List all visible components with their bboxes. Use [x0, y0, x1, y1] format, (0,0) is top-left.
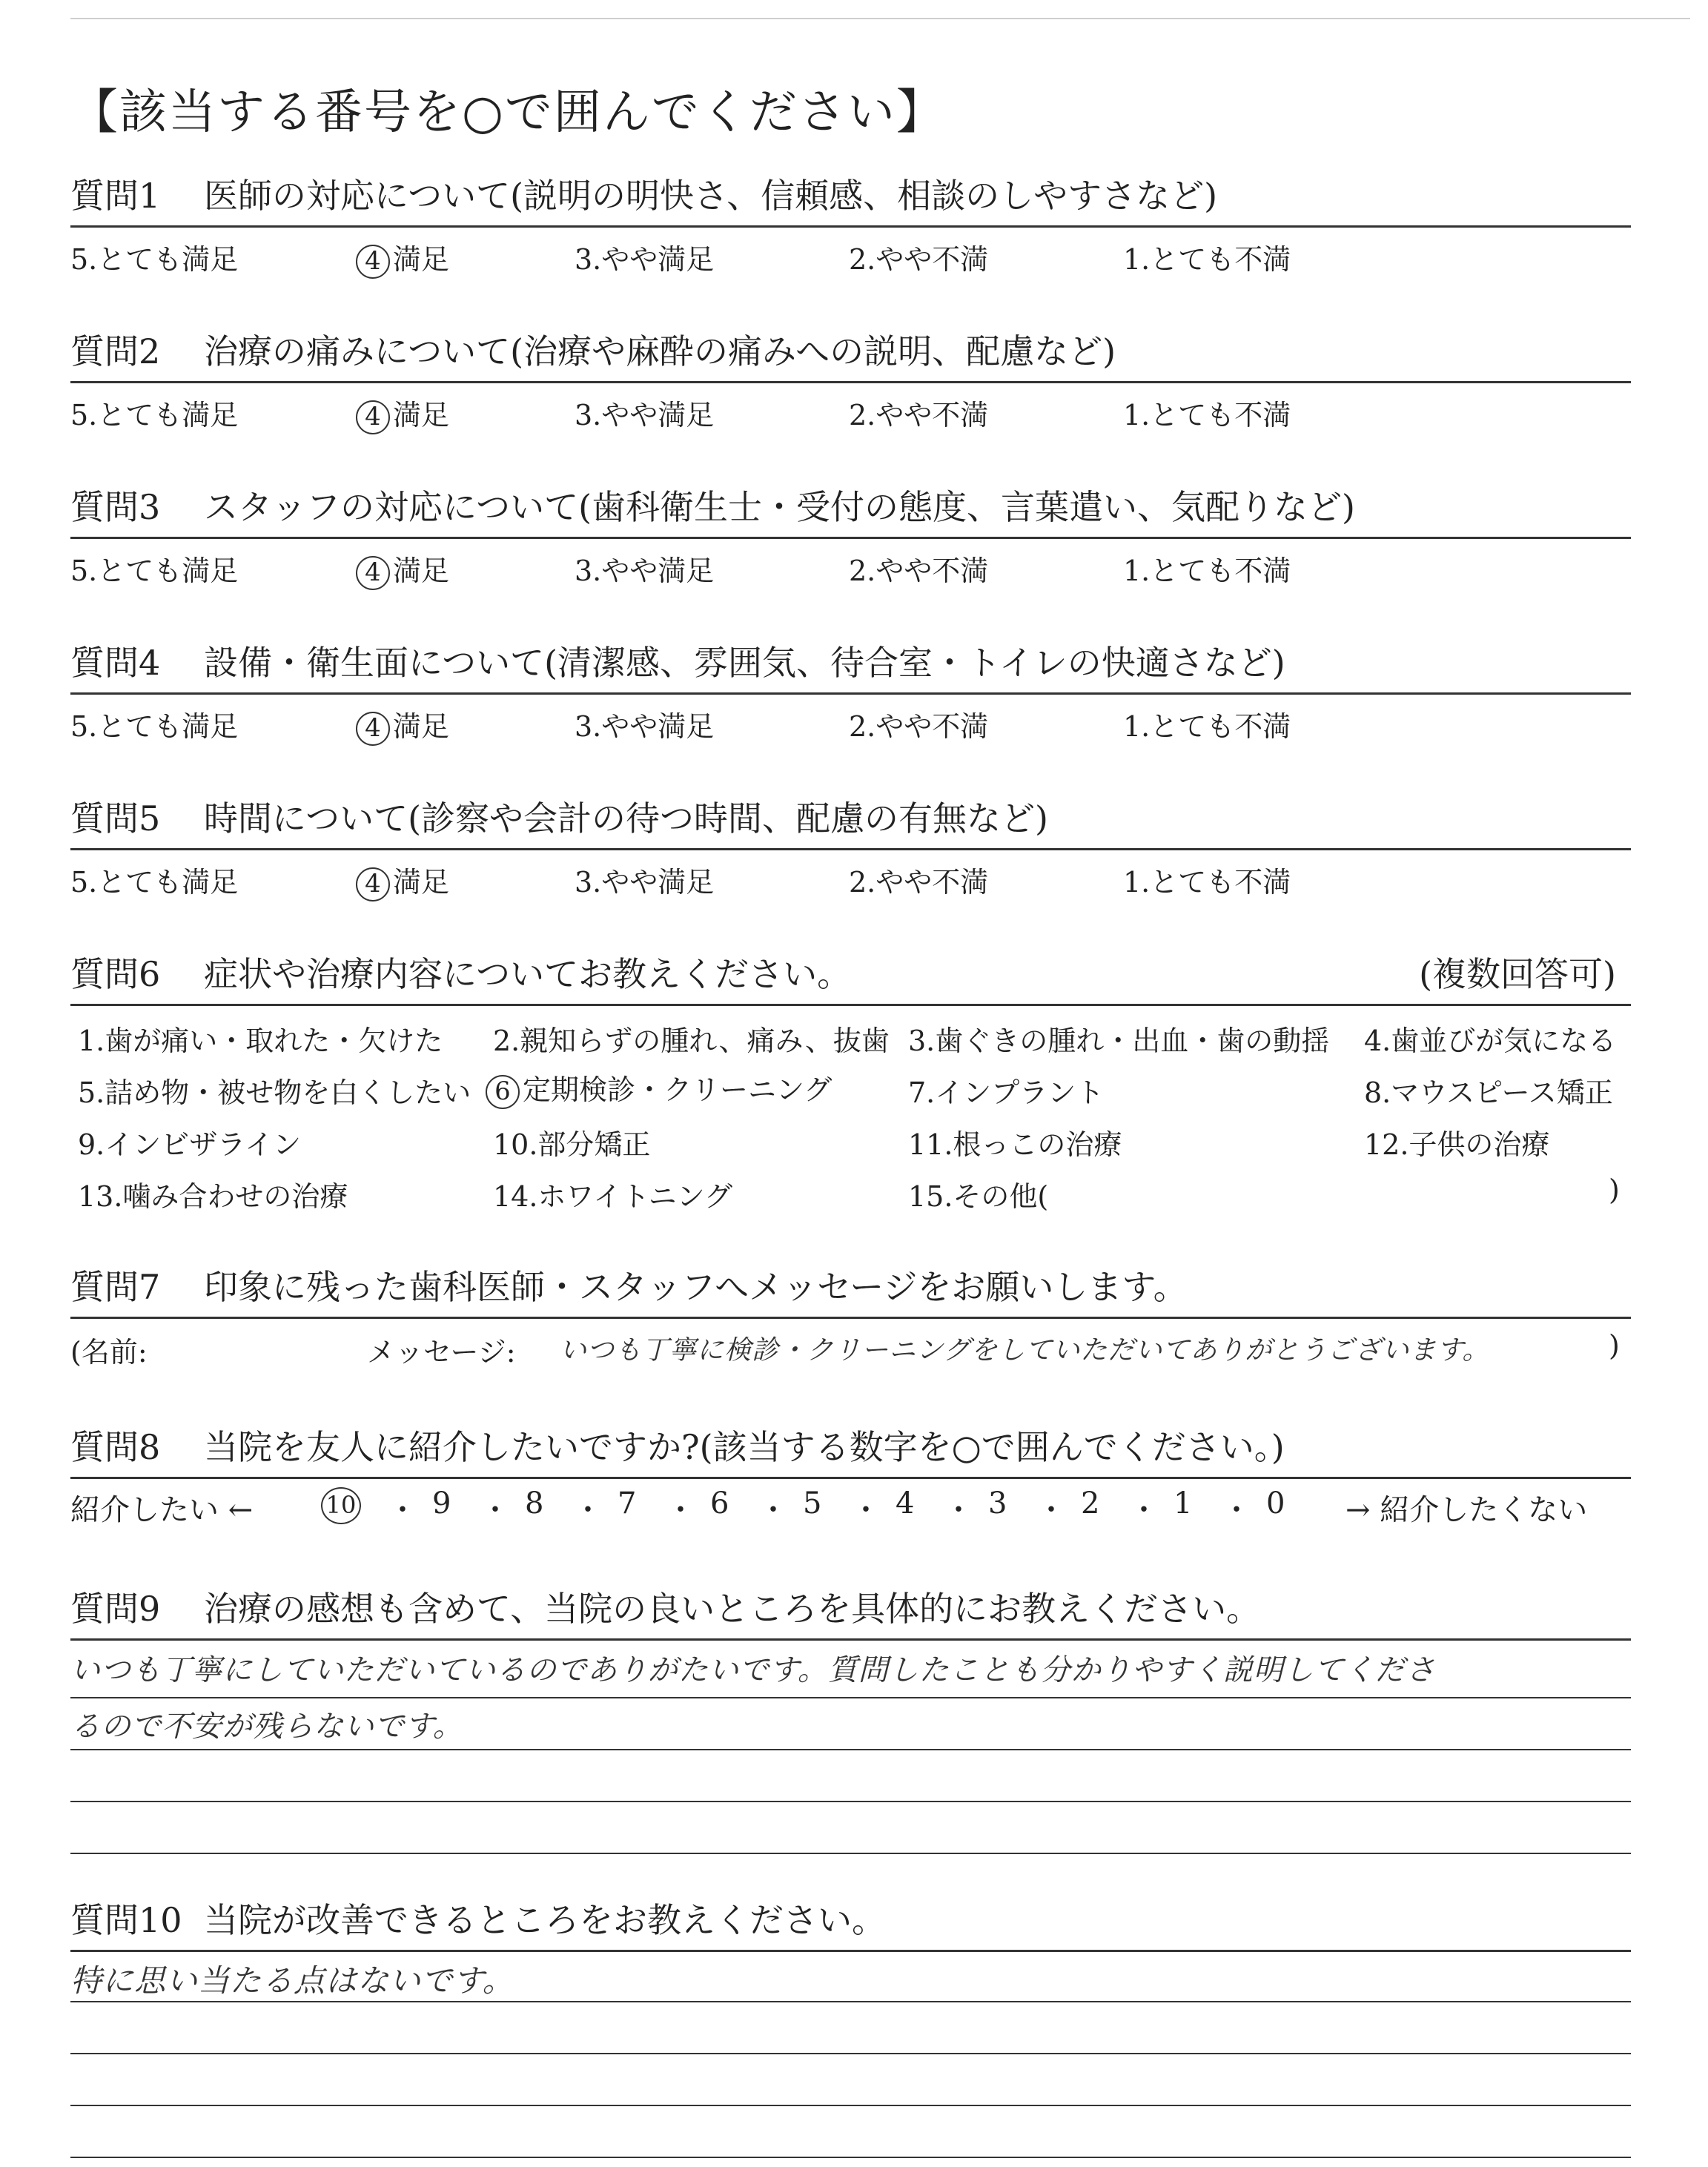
other-close-paren: ): [1609, 1174, 1620, 1206]
top-border: [70, 18, 1690, 19]
option-10[interactable]: 10.部分矯正: [493, 1128, 651, 1161]
option-11[interactable]: 11.根っこの治療: [908, 1128, 1122, 1161]
scale-left-label: 紹介したい ←: [70, 1493, 254, 1527]
option-5[interactable]: 5.とても満足: [70, 243, 239, 276]
scale-2[interactable]: 2: [1081, 1486, 1100, 1521]
question-label: 質問4: [70, 643, 161, 683]
selected-circle: 4: [356, 400, 390, 434]
scale-9[interactable]: 9: [432, 1486, 451, 1521]
question-text: スタッフの対応について(歯科衛生士・受付の態度、言葉遣い、気配りなど): [204, 487, 1355, 527]
option-8[interactable]: 8.マウスピース矯正: [1364, 1076, 1613, 1109]
option-3[interactable]: 3.やや満足: [575, 866, 715, 899]
ruled-line: [70, 2053, 1631, 2054]
answer-options: [70, 850, 1631, 899]
answer-options: [70, 228, 1631, 276]
selected-circle: 6: [486, 1075, 520, 1109]
handwritten-line-1: いつも丁寧にしていただいているのでありがたいです。質問したことも分かりやすく説明してくださ: [70, 1653, 1436, 1687]
answer-lines[interactable]: [70, 1952, 1631, 2167]
ruled-line: [70, 1697, 1631, 1698]
scale-10[interactable]: [321, 1486, 364, 1524]
option-13[interactable]: 13.噛み合わせの治療: [78, 1180, 348, 1213]
option-2[interactable]: 2.やや不満: [849, 710, 989, 743]
question-text: 時間について(診察や会計の待つ時間、配慮の有無など): [204, 798, 1048, 838]
ruled-line: [70, 1801, 1631, 1802]
multiple-answers-note: (複数回答可): [1419, 954, 1616, 994]
option-4[interactable]: 4 満足: [356, 236, 449, 279]
option-7[interactable]: 7.インプラント: [908, 1076, 1105, 1109]
question-text: 医師の対応について(説明の明快さ、信頼感、相談のしやすさなど): [204, 176, 1218, 216]
option-14[interactable]: 14.ホワイトニング: [493, 1180, 733, 1213]
question-text: 症状や治療内容についてお教えください。: [204, 954, 852, 994]
question-label: 質問3: [70, 487, 161, 527]
question-text: 当院が改善できるところをお教えください。: [204, 1900, 886, 1940]
scale-right-label: → 紹介したくない: [1345, 1493, 1588, 1527]
question-5: [70, 792, 1631, 899]
treatment-options: [70, 1006, 1631, 1221]
page-title: 【該当する番号を○で囲んでください】: [70, 85, 945, 140]
question-label: 質問2: [70, 331, 161, 371]
option-4[interactable]: 4 満足: [356, 548, 449, 590]
answer-lines[interactable]: [70, 1641, 1631, 1863]
question-label: 質問9: [70, 1589, 161, 1629]
option-3[interactable]: 3.歯ぐきの腫れ・出血・歯の動揺: [908, 1025, 1330, 1057]
scale-1[interactable]: 1: [1174, 1486, 1193, 1521]
message-handwriting[interactable]: いつも丁寧に検診・クリーニングをしていただいてありがとうございます。: [560, 1335, 1490, 1366]
option-12[interactable]: 12.子供の治療: [1364, 1128, 1550, 1161]
question-6: [70, 947, 1631, 1221]
question-8: [70, 1420, 1631, 1528]
question-label: 質問10: [70, 1900, 182, 1940]
handwritten-line-1: 特に思い当たる点はないです。: [70, 1962, 514, 1999]
ruled-line: [70, 1749, 1631, 1750]
option-3[interactable]: 3.やや満足: [575, 399, 715, 431]
question-text: 治療の痛みについて(治療や麻酔の痛みへの説明、配慮など): [204, 331, 1116, 371]
option-4[interactable]: 4 満足: [356, 392, 449, 434]
ruled-line: [70, 2001, 1631, 2002]
option-2[interactable]: 2.親知らずの腫れ、痛み、抜歯: [493, 1025, 890, 1057]
option-6[interactable]: 6 定期検診・クリーニング: [486, 1067, 832, 1109]
option-2[interactable]: 2.やや不満: [849, 399, 989, 431]
selected-circle: 4: [356, 245, 390, 279]
question-9: [70, 1582, 1631, 1863]
option-5[interactable]: 5.とても満足: [70, 710, 239, 743]
scale-7[interactable]: 7: [618, 1486, 637, 1521]
message-line: [70, 1319, 1631, 1371]
message-label: メッセージ:: [367, 1336, 516, 1369]
question-7: [70, 1260, 1631, 1371]
option-3[interactable]: 3.やや満足: [575, 555, 715, 587]
option-5[interactable]: 5.とても満足: [70, 399, 239, 431]
question-label: 質問8: [70, 1427, 161, 1467]
question-text: 設備・衛生面について(清潔感、雰囲気、待合室・トイレの快適さなど): [204, 643, 1285, 683]
option-5[interactable]: 5.詰め物・被せ物を白くしたい: [78, 1076, 471, 1109]
question-3: [70, 480, 1631, 587]
selected-circle: 4: [356, 712, 390, 746]
option-1[interactable]: 1.とても不満: [1123, 710, 1291, 743]
option-3[interactable]: 3.やや満足: [575, 243, 715, 276]
question-1: [70, 169, 1631, 276]
option-15[interactable]: 15.その他(: [908, 1180, 1049, 1213]
question-2: [70, 325, 1631, 431]
option-1[interactable]: 1.歯が痛い・取れた・欠けた: [78, 1025, 443, 1057]
ruled-line: [70, 1853, 1631, 1854]
scale-5[interactable]: 5: [803, 1486, 822, 1521]
answer-options: [70, 539, 1631, 587]
option-1[interactable]: 1.とても不満: [1123, 243, 1291, 276]
question-label: 質問1: [70, 176, 161, 216]
option-4[interactable]: 4 満足: [356, 704, 449, 746]
scale-0[interactable]: 0: [1266, 1486, 1285, 1521]
option-2[interactable]: 2.やや不満: [849, 555, 989, 587]
message-close-paren: ): [1609, 1329, 1620, 1362]
question-text: 治療の感想も含めて、当院の良いところを具体的にお教えください。: [204, 1589, 1261, 1629]
name-label: (名前:: [70, 1336, 148, 1369]
selected-circle: 4: [356, 556, 390, 590]
question-text: 当院を友人に紹介したいですか?(該当する数字を○で囲んでください。): [204, 1427, 1285, 1467]
question-text: 印象に残った歯科医師・スタッフへメッセージをお願いします。: [204, 1267, 1188, 1307]
answer-options: [70, 695, 1631, 743]
selected-circle: 4: [356, 867, 390, 901]
recommend-scale: 紹介したい ← 10 ・ 9 ・ 8 ・ 7 ・ 6 ・ 5 ・ 4 ・ 3 ・ 2 ・ 1 ・ 0 → 紹介したくない: [70, 1486, 1588, 1527]
option-9[interactable]: 9.インビザライン: [78, 1128, 302, 1161]
scale-6[interactable]: 6: [710, 1486, 729, 1521]
scale-4[interactable]: 4: [896, 1486, 915, 1521]
option-5[interactable]: 5.とても満足: [70, 555, 239, 587]
ruled-line: [70, 2105, 1631, 2106]
question-10: [70, 1893, 1631, 2167]
selected-circle: 10: [321, 1487, 361, 1524]
scale-8[interactable]: 8: [525, 1486, 544, 1521]
option-2[interactable]: 2.やや不満: [849, 866, 989, 899]
handwritten-line-2: るので不安が残らないです。: [70, 1710, 463, 1744]
question-label: 質問7: [70, 1267, 161, 1307]
option-2[interactable]: 2.やや不満: [849, 243, 989, 276]
option-1[interactable]: 1.とても不満: [1123, 399, 1291, 431]
option-1[interactable]: 1.とても不満: [1123, 555, 1291, 587]
scale-3[interactable]: 3: [988, 1486, 1007, 1521]
ruled-line: [70, 2157, 1631, 2158]
answer-options: [70, 383, 1631, 431]
question-4: [70, 636, 1631, 743]
option-1[interactable]: 1.とても不満: [1123, 866, 1291, 899]
question-label: 質問5: [70, 798, 161, 838]
question-label: 質問6: [70, 954, 161, 994]
option-4[interactable]: 4 満足: [356, 859, 449, 901]
option-4[interactable]: 4.歯並びが気になる: [1364, 1025, 1617, 1057]
option-3[interactable]: 3.やや満足: [575, 710, 715, 743]
option-5[interactable]: 5.とても満足: [70, 866, 239, 899]
